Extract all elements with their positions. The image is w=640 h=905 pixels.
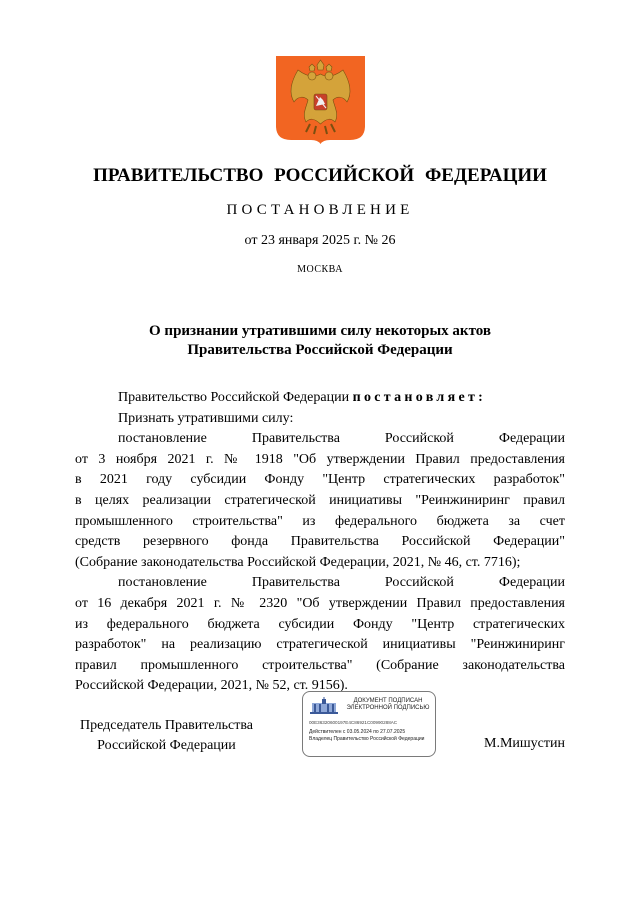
- item-line: в целях реализации стратегической инициативы "Реинжиниринг правил: [75, 492, 565, 508]
- signer-name: М.Мишустин: [484, 736, 565, 751]
- signer-position: [80, 716, 253, 756]
- government-title: ПРАВИТЕЛЬСТВО РОССИЙСКОЙ ФЕДЕРАЦИИ: [93, 165, 547, 186]
- recognize-paragraph: Признать утратившими силу:: [118, 410, 294, 426]
- item-line: средств резервного фонда Правительства Российской Федерации": [75, 534, 565, 550]
- double-headed-eagle-icon: [276, 56, 365, 144]
- item-line: разработок" на реализацию стратегической инициативы "Реинжиниринг: [75, 637, 565, 653]
- item-line: от 16 декабря 2021 г. № 2320 "Об утверждении Правил предоставления: [75, 595, 565, 611]
- intro-paragraph: [75, 388, 565, 409]
- document-heading: [0, 322, 640, 360]
- document-type: ПОСТАНОВЛЕНИЕ: [226, 202, 414, 218]
- item-line: промышленного строительства" из федерального бюджета за счет: [75, 513, 565, 529]
- document-date-number: от 23 января 2025 г. № 26: [244, 233, 396, 248]
- document-body: [75, 388, 565, 697]
- item-line: правил промышленного строительства" (Собрание законодательства: [75, 657, 565, 673]
- item-line: в 2021 году субсидии Фонду "Центр стратегических разработок": [75, 472, 565, 488]
- heading-line: Правительства Российской Федерации: [187, 342, 453, 358]
- intro-text: Правительство Российской Федерации: [118, 390, 353, 405]
- stamp-heading-line: ЭЛЕКТРОННОЙ ПОДПИСЬЮ: [346, 705, 430, 711]
- government-building-icon: [309, 697, 339, 715]
- signer-position-line: Председатель Правительства: [80, 718, 253, 733]
- item-line: Российской Федерации, 2021, № 52, ст. 9156).: [75, 678, 348, 694]
- stamp-owner: Владелец Правительство Российской Федерации: [309, 736, 425, 742]
- repealed-item: [75, 429, 565, 573]
- coat-of-arms-emblem: [276, 56, 365, 144]
- stamp-heading-line: ДОКУМЕНТ ПОДПИСАН: [353, 698, 423, 704]
- item-line: от 3 ноября 2021 г. № 1918 "Об утверждении Правил предоставления: [75, 451, 565, 467]
- stamp-validity: Действителен с 03.05.2024 по 27.07.2025: [309, 729, 406, 735]
- signer-position-line: Российской Федерации: [97, 738, 236, 753]
- item-line: из федерального бюджета субсидии Фонду "Центр стратегических: [75, 616, 565, 632]
- document-place: МОСКВА: [297, 264, 343, 275]
- electronic-signature-stamp: [302, 691, 436, 757]
- item-line: постановление Правительства Российской Федерации: [118, 431, 565, 447]
- item-line: (Собрание законодательства Российской Федерации, 2021, № 46, ст. 7716);: [75, 554, 521, 570]
- stamp-certificate-id: 00E36320600197E4C86921C00990288AC: [309, 720, 398, 725]
- item-line: постановление Правительства Российской Федерации: [118, 575, 565, 591]
- resolves-word: постановляет:: [352, 390, 487, 405]
- heading-line: О признании утратившими силу некоторых актов: [149, 323, 491, 339]
- stamp-heading: [343, 698, 433, 712]
- repealed-item: [75, 573, 565, 697]
